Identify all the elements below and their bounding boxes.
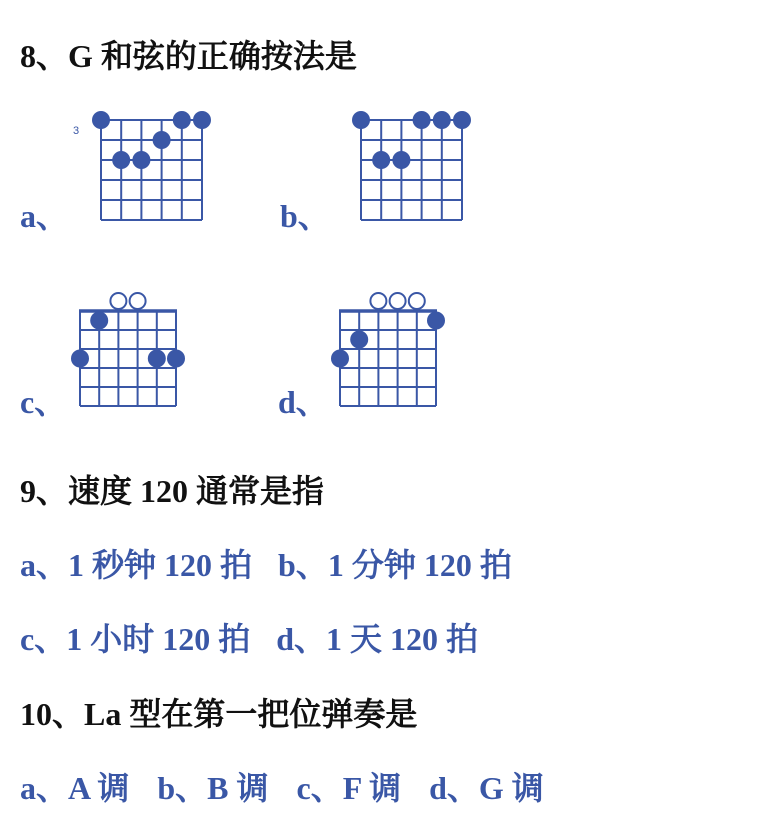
finger-dot-c bbox=[71, 350, 89, 368]
question-10-options-row bbox=[20, 768, 544, 808]
question-9-options-row-1 bbox=[20, 545, 512, 585]
start-fret-number: 3 bbox=[73, 125, 80, 137]
finger-dot-a bbox=[153, 131, 171, 149]
finger-dot-a bbox=[193, 111, 211, 129]
finger-dot-b bbox=[392, 151, 410, 169]
open-string-marker bbox=[390, 293, 406, 309]
finger-dot-b bbox=[372, 151, 390, 169]
open-string-marker bbox=[370, 293, 386, 309]
finger-dot-b bbox=[352, 111, 370, 129]
option-8b-label[interactable]: b、 bbox=[280, 198, 330, 234]
option-10a[interactable]: a、A 调 bbox=[20, 770, 130, 806]
finger-dot-b bbox=[413, 111, 431, 129]
finger-dot-d bbox=[427, 312, 445, 330]
option-9c[interactable]: c、1 小时 120 拍 bbox=[20, 621, 251, 657]
fretboard-grid bbox=[101, 120, 202, 220]
chord-diagram-d bbox=[320, 285, 470, 415]
chord-diagram-a bbox=[70, 110, 220, 230]
option-10d[interactable]: d、G 调 bbox=[429, 770, 544, 806]
finger-dot-d bbox=[350, 331, 368, 349]
finger-dot-a bbox=[132, 151, 150, 169]
finger-dot-c bbox=[90, 312, 108, 330]
option-10b[interactable]: b、B 调 bbox=[157, 770, 269, 806]
option-10c[interactable]: c、F 调 bbox=[296, 770, 402, 806]
fretboard-grid bbox=[361, 120, 462, 220]
chord-diagram-c bbox=[60, 285, 210, 415]
finger-dot-a bbox=[112, 151, 130, 169]
question-10-title: 10、La 型在第一把位弹奏是 bbox=[20, 696, 418, 732]
fretboard-grid bbox=[340, 311, 436, 406]
finger-dot-b bbox=[453, 111, 471, 129]
finger-dot-c bbox=[148, 350, 166, 368]
finger-dot-a bbox=[92, 111, 110, 129]
open-string-marker bbox=[409, 293, 425, 309]
chord-diagram-b bbox=[330, 110, 480, 230]
open-string-marker bbox=[110, 293, 126, 309]
finger-dot-b bbox=[433, 111, 451, 129]
question-9-title: 9、速度 120 通常是指 bbox=[20, 473, 325, 509]
option-8d-label[interactable]: d、 bbox=[278, 384, 328, 420]
option-8a-label[interactable]: a、 bbox=[20, 198, 69, 234]
open-string-marker bbox=[130, 293, 146, 309]
option-8c-label[interactable]: c、 bbox=[20, 384, 67, 420]
option-9a[interactable]: a、1 秒钟 120 拍 bbox=[20, 547, 253, 583]
question-8-title: 8、G 和弦的正确按法是 bbox=[20, 38, 357, 74]
finger-dot-a bbox=[173, 111, 191, 129]
finger-dot-d bbox=[331, 350, 349, 368]
question-9-options-row-2 bbox=[20, 619, 478, 659]
option-9d[interactable]: d、1 天 120 拍 bbox=[276, 621, 479, 657]
option-9b[interactable]: b、1 分钟 120 拍 bbox=[278, 547, 512, 583]
finger-dot-c bbox=[167, 350, 185, 368]
